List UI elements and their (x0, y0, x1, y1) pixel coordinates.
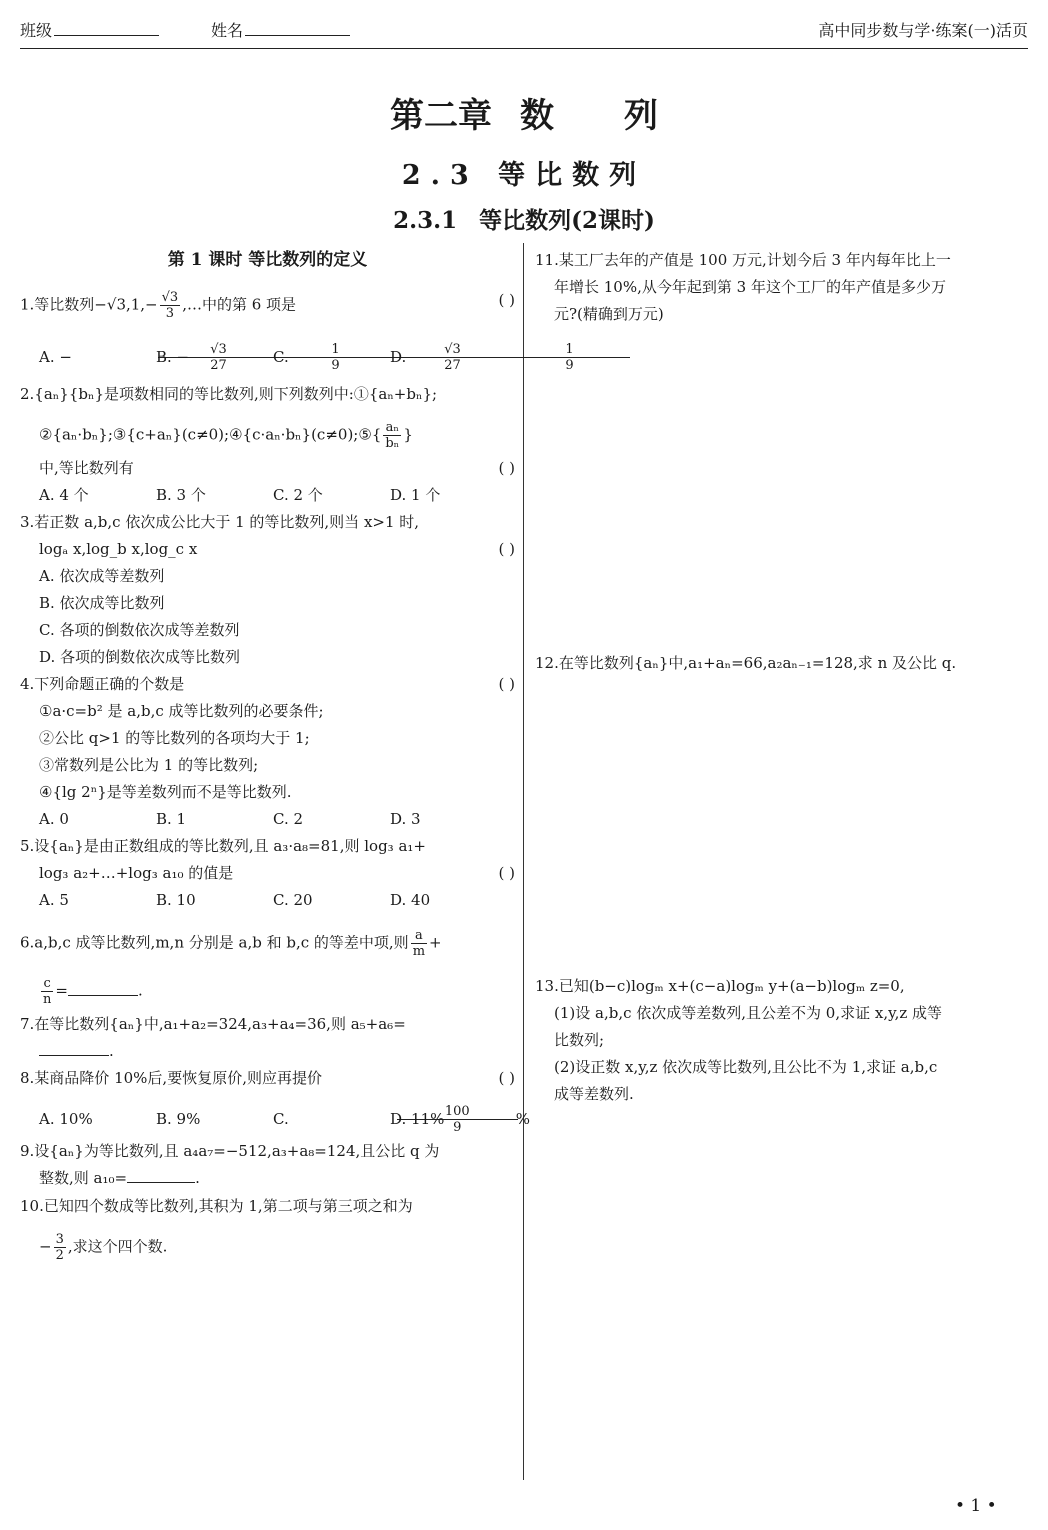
q1-fraction: $\frac{√3}{3}$ (161, 290, 179, 321)
student-info (20, 18, 350, 41)
question-8: 8.某商品降价 10%后,要恢复原价,则应再提价 ( ) (20, 1069, 515, 1087)
q2-option-a[interactable]: A. 4 个 (39, 486, 89, 504)
subsection-title (0, 202, 1048, 235)
q5-option-b[interactable]: B. 10 (156, 891, 196, 909)
q8-option-a[interactable]: A. 10% (39, 1109, 93, 1128)
answer-paren[interactable]: ( ) (498, 459, 515, 477)
q7-line-2: . (20, 1041, 515, 1061)
answer-paren[interactable]: ( ) (498, 1069, 515, 1087)
q4-options (20, 809, 515, 829)
class-blank[interactable] (54, 21, 159, 36)
question-4: 4.下列命题正确的个数是 ( ) (20, 675, 515, 693)
q13-part-1: (1)设 a,b,c 依次成等差数列,且公差不为 0,求证 x,y,z 成等 (554, 1004, 943, 1022)
lesson-title: 第 1 课时 等比数列的定义 (167, 250, 368, 270)
q3-option-c[interactable]: C. 各项的倒数依次成等差数列 (39, 621, 240, 639)
q2-option-d[interactable]: D. 1 个 (390, 486, 441, 504)
q5-line-2: log₃ a₂+…+log₃ a₁₀ 的值是 ( ) (39, 864, 515, 882)
q11-line-3: 元?(精确到万元) (554, 305, 664, 323)
name-blank[interactable] (245, 21, 350, 36)
q4-option-d[interactable]: D. 3 (390, 810, 421, 828)
q2-option-b[interactable]: B. 3 个 (156, 486, 206, 504)
q2-options (20, 485, 515, 505)
page-header (20, 18, 1028, 49)
q3-option-d[interactable]: D. 各项的倒数依次成等比数列 (39, 648, 241, 666)
q8-option-c[interactable]: C. $\frac{100}{9}$ % (273, 1104, 531, 1135)
question-1: 1.等比数列−√3,1,− $\frac{√3}{3}$ ,…中的第 6 项是 ( ) (20, 290, 515, 321)
question-2: 2.{aₙ}{bₙ}是项数相同的等比数列,则下列数列中:①{aₙ+bₙ}; (20, 385, 438, 403)
q3-option-a[interactable]: A. 依次成等差数列 (39, 567, 165, 585)
q11-line-2: 年增长 10%,从今年起到第 3 年这个工厂的年产值是多少万 (554, 278, 946, 296)
chapter-name-2: 列 (624, 96, 658, 136)
question-7: 7.在等比数列{aₙ}中,a₁+a₂=324,a₃+a₄=36,则 a₅+a₆= (20, 1015, 406, 1033)
question-3: 3.若正数 a,b,c 依次成公比大于 1 的等比数列,则当 x>1 时, (20, 513, 420, 531)
answer-paren[interactable]: ( ) (498, 864, 515, 882)
column-divider (523, 243, 524, 1480)
q1-option-c[interactable]: C. $\frac{√3}{27}$ (273, 342, 390, 373)
q5-option-a[interactable]: A. 5 (39, 891, 69, 909)
q2-line-2: ②{aₙ·bₙ};③{c+aₙ}(c≠0);④{c·aₙ·bₙ}(c≠0);⑤{ $\frac{\text{aₙ}}{\text{bₙ}}$ } (39, 420, 413, 451)
q4-item-3: ③常数列是公比为 1 的等比数列; (39, 756, 259, 774)
question-12: 12.在等比数列{aₙ}中,a₁+aₙ=66,a₂aₙ₋₁=128,求 n 及公比 q. (535, 654, 957, 672)
question-11: 11.某工厂去年的产值是 100 万元,计划今后 3 年内每年比上一 (535, 251, 951, 269)
chapter-number: 第二章 (390, 96, 492, 136)
answer-paren[interactable]: ( ) (498, 675, 515, 693)
q10-line-2: − $\frac{3}{2}$ ,求这个四个数. (39, 1232, 168, 1263)
page-number: • 1 • (955, 1496, 997, 1516)
class-label: 班级 (20, 21, 53, 40)
q5-option-c[interactable]: C. 20 (273, 891, 313, 909)
q9-answer-blank[interactable] (127, 1168, 195, 1183)
q7-answer-blank[interactable] (39, 1041, 109, 1056)
q1-option-b[interactable]: B. − $\frac{1}{9}$ (156, 342, 273, 373)
subsection-name: 等比数列(2课时) (479, 207, 655, 234)
chapter-name-1: 数 (520, 96, 554, 136)
q5-option-d[interactable]: D. 40 (390, 891, 431, 909)
q13-part-1-cont: 比数列; (554, 1031, 605, 1049)
q2-line-3: 中,等比数列有 ( ) (39, 459, 515, 477)
q8-options (20, 1104, 531, 1135)
q9-line-2: 整数,则 a₁₀= . (39, 1169, 200, 1187)
question-5: 5.设{aₙ}是由正数组成的等比数列,且 a₃·a₈=81,则 log₃ a₁+ (20, 837, 426, 855)
subsection-number: 2.3.1 (393, 207, 458, 234)
section-title: 2.3 等比数列 (401, 160, 647, 191)
question-6: 6.a,b,c 成等比数列,m,n 分别是 a,b 和 b,c 的等差中项,则 $\frac{a}{m}$ + (20, 928, 442, 959)
name-label: 姓名 (211, 21, 244, 40)
q8-option-d[interactable]: D. 11% (390, 1109, 445, 1128)
q13-part-2-cont: 成等差数列. (554, 1085, 634, 1103)
answer-paren[interactable]: ( ) (498, 291, 515, 309)
answer-paren[interactable]: ( ) (498, 540, 515, 558)
q4-option-b[interactable]: B. 1 (156, 810, 187, 828)
q4-item-4: ④{lg 2ⁿ}是等差数列而不是等比数列. (39, 783, 292, 801)
q6-line-2: $\frac{c}{n}$ = . (43, 976, 143, 1007)
q3-line-2: logₐ x,log_b x,log_c x ( ) (39, 540, 515, 558)
question-10: 10.已知四个数成等比数列,其积为 1,第二项与第三项之和为 (20, 1197, 413, 1215)
question-13: 13.已知(b−c)logₘ x+(c−a)logₘ y+(a−b)logₘ z=0, (535, 977, 905, 995)
q8-option-b[interactable]: B. 9% (156, 1109, 201, 1128)
q2-option-c[interactable]: C. 2 个 (273, 486, 323, 504)
question-9: 9.设{aₙ}为等比数列,且 a₄a₇=−512,a₃+a₈=124,且公比 q 为 (20, 1142, 440, 1160)
q1-option-a[interactable]: A. − $\frac{√3}{27}$ (39, 342, 156, 373)
chapter-title (0, 88, 1048, 137)
q4-option-c[interactable]: C. 2 (273, 810, 304, 828)
q3-option-b[interactable]: B. 依次成等比数列 (39, 594, 165, 612)
q4-item-2: ②公比 q>1 的等比数列的各项均大于 1; (39, 729, 310, 747)
q1-option-d[interactable]: D. $\frac{1}{9}$ (390, 342, 507, 373)
q6-answer-blank[interactable] (68, 981, 138, 996)
q4-option-a[interactable]: A. 0 (39, 810, 69, 828)
q1-options (20, 342, 574, 373)
q5-options (20, 890, 515, 910)
q4-item-1: ①a·c=b² 是 a,b,c 成等比数列的必要条件; (39, 702, 324, 720)
series-title: 高中同步数与学·练案(一)活页 (818, 21, 1028, 40)
q13-part-2: (2)设正数 x,y,z 依次成等比数列,且公比不为 1,求证 a,b,c (554, 1058, 938, 1076)
